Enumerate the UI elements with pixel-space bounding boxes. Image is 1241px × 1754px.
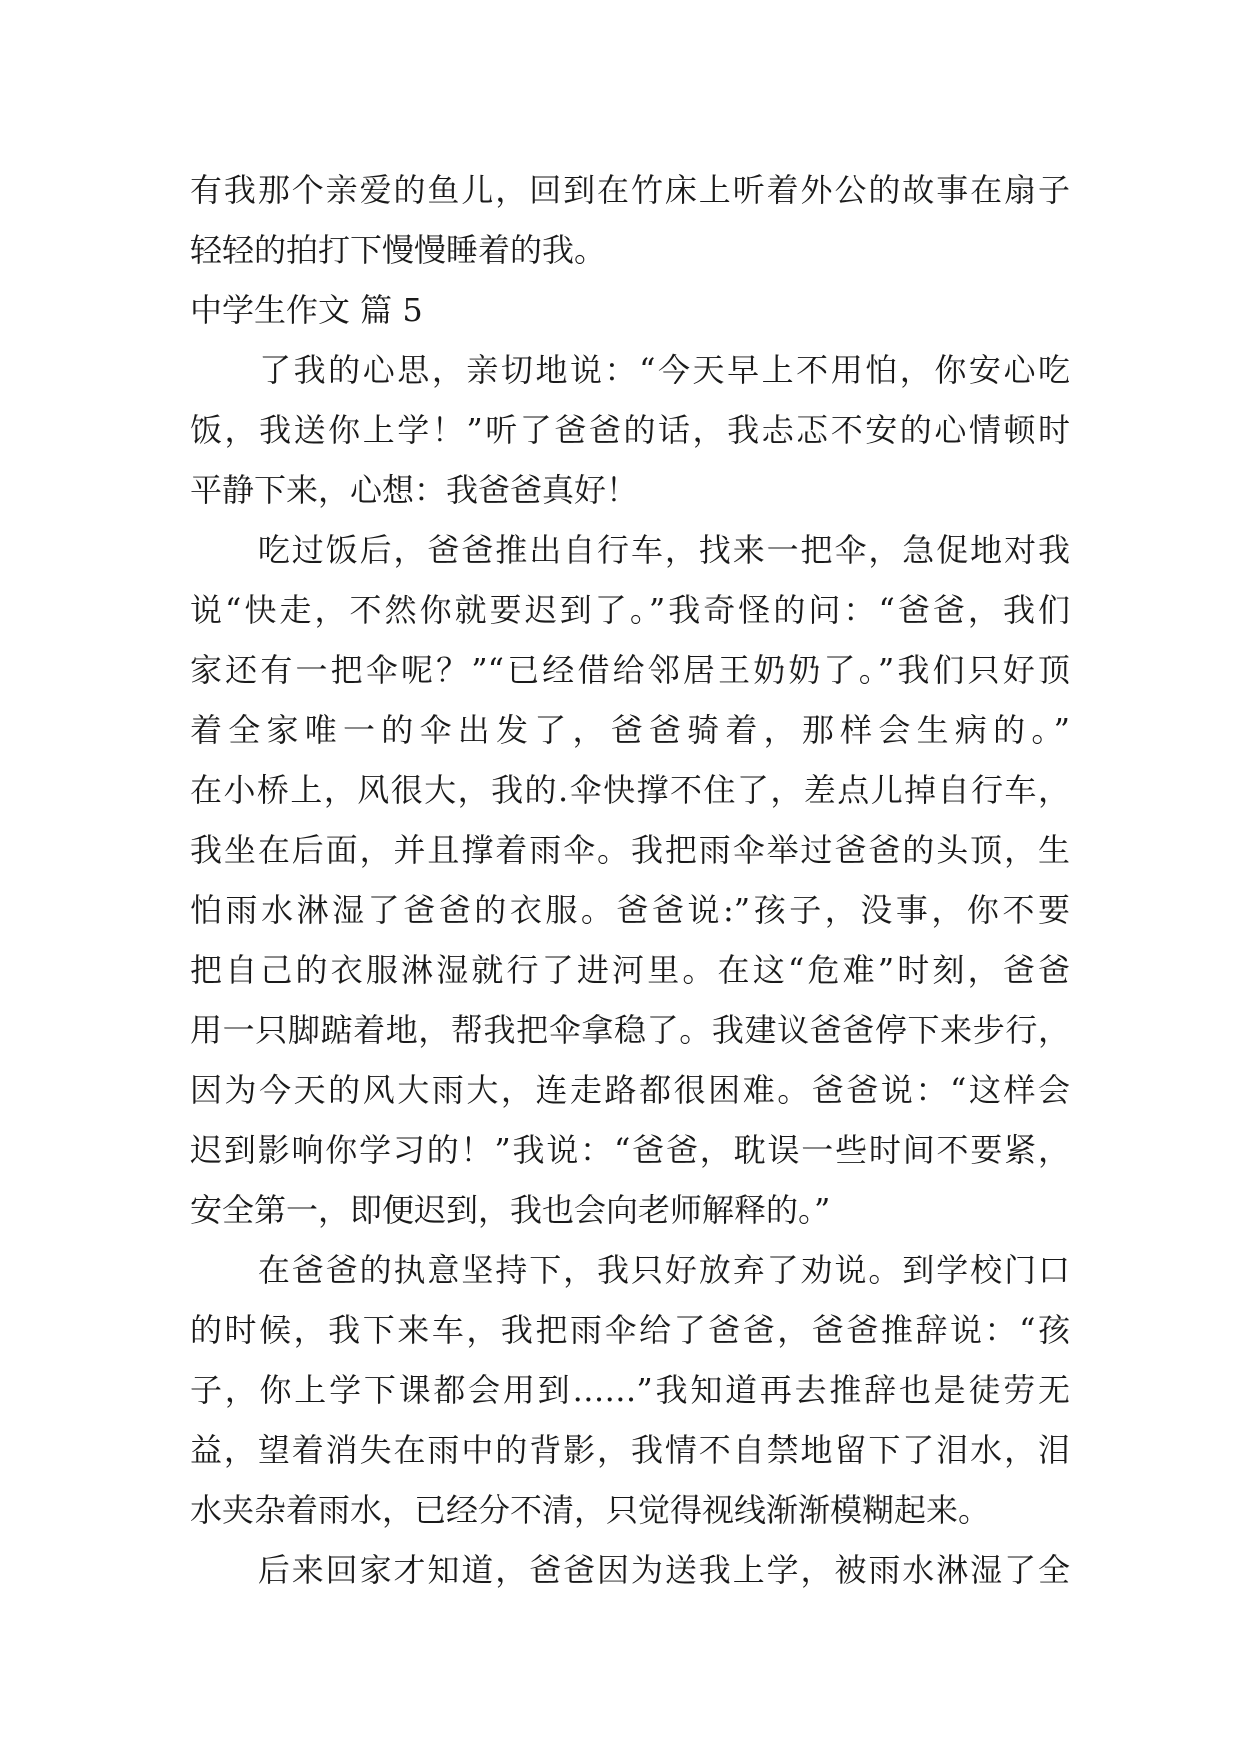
text-line: 有我那个亲爱的鱼儿，回到在竹床上听着外公的故事在扇子 bbox=[190, 171, 1070, 209]
text-line: 在小桥上，风很大，我的.伞快撑不住了，差点儿掉自行车， bbox=[190, 771, 1070, 809]
text-line: 把自己的衣服淋湿就行了进河里。在这“危难”时刻，爸爸 bbox=[190, 951, 1070, 989]
text-line: 吃过饭后，爸爸推出自行车，找来一把伞，急促地对我 bbox=[190, 531, 1070, 569]
text-line: 了我的心思，亲切地说：“今天早上不用怕，你安心吃 bbox=[190, 351, 1070, 389]
text-line: 说“快走，不然你就要迟到了。”我奇怪的问：“爸爸，我们 bbox=[190, 591, 1070, 629]
text-line: 迟到影响你学习的！”我说：“爸爸，耽误一些时间不要紧， bbox=[190, 1131, 1070, 1169]
text-line: 轻轻的拍打下慢慢睡着的我。 bbox=[190, 231, 607, 269]
article-body bbox=[190, 160, 1070, 1600]
text-line: 后来回家才知道，爸爸因为送我上学，被雨水淋湿了全 bbox=[190, 1551, 1070, 1589]
text-line: 因为今天的风大雨大，连走路都很困难。爸爸说：“这样会 bbox=[190, 1071, 1070, 1109]
text-line: 在爸爸的执意坚持下，我只好放弃了劝说。到学校门口 bbox=[190, 1251, 1070, 1289]
text-line: 子，你上学下课都会用到……”我知道再去推辞也是徒劳无 bbox=[190, 1371, 1070, 1409]
text-line: 安全第一，即便迟到，我也会向老师解释的。” bbox=[190, 1191, 831, 1229]
text-line: 饭，我送你上学！”听了爸爸的话，我忐忑不安的心情顿时 bbox=[190, 411, 1070, 449]
text-line: 怕雨水淋湿了爸爸的衣服。爸爸说:”孩子，没事，你不要 bbox=[190, 891, 1070, 929]
section-heading: 中学生作文 篇 5 bbox=[190, 291, 423, 329]
text-line: 的时候，我下来车，我把雨伞给了爸爸，爸爸推辞说：“孩 bbox=[190, 1311, 1070, 1349]
text-line: 着全家唯一的伞出发了，爸爸骑着，那样会生病的。” bbox=[190, 711, 1070, 749]
text-line: 家还有一把伞呢？”“已经借给邻居王奶奶了。”我们只好顶 bbox=[190, 651, 1070, 689]
text-line: 益，望着消失在雨中的背影，我情不自禁地留下了泪水，泪 bbox=[190, 1431, 1070, 1469]
text-line: 平静下来，心想：我爸爸真好！ bbox=[190, 471, 639, 509]
text-line: 用一只脚踮着地，帮我把伞拿稳了。我建议爸爸停下来步行， bbox=[190, 1011, 1070, 1049]
text-line: 水夹杂着雨水，已经分不清，只觉得视线渐渐模糊起来。 bbox=[190, 1491, 991, 1529]
text-line: 我坐在后面，并且撑着雨伞。我把雨伞举过爸爸的头顶，生 bbox=[190, 831, 1070, 869]
